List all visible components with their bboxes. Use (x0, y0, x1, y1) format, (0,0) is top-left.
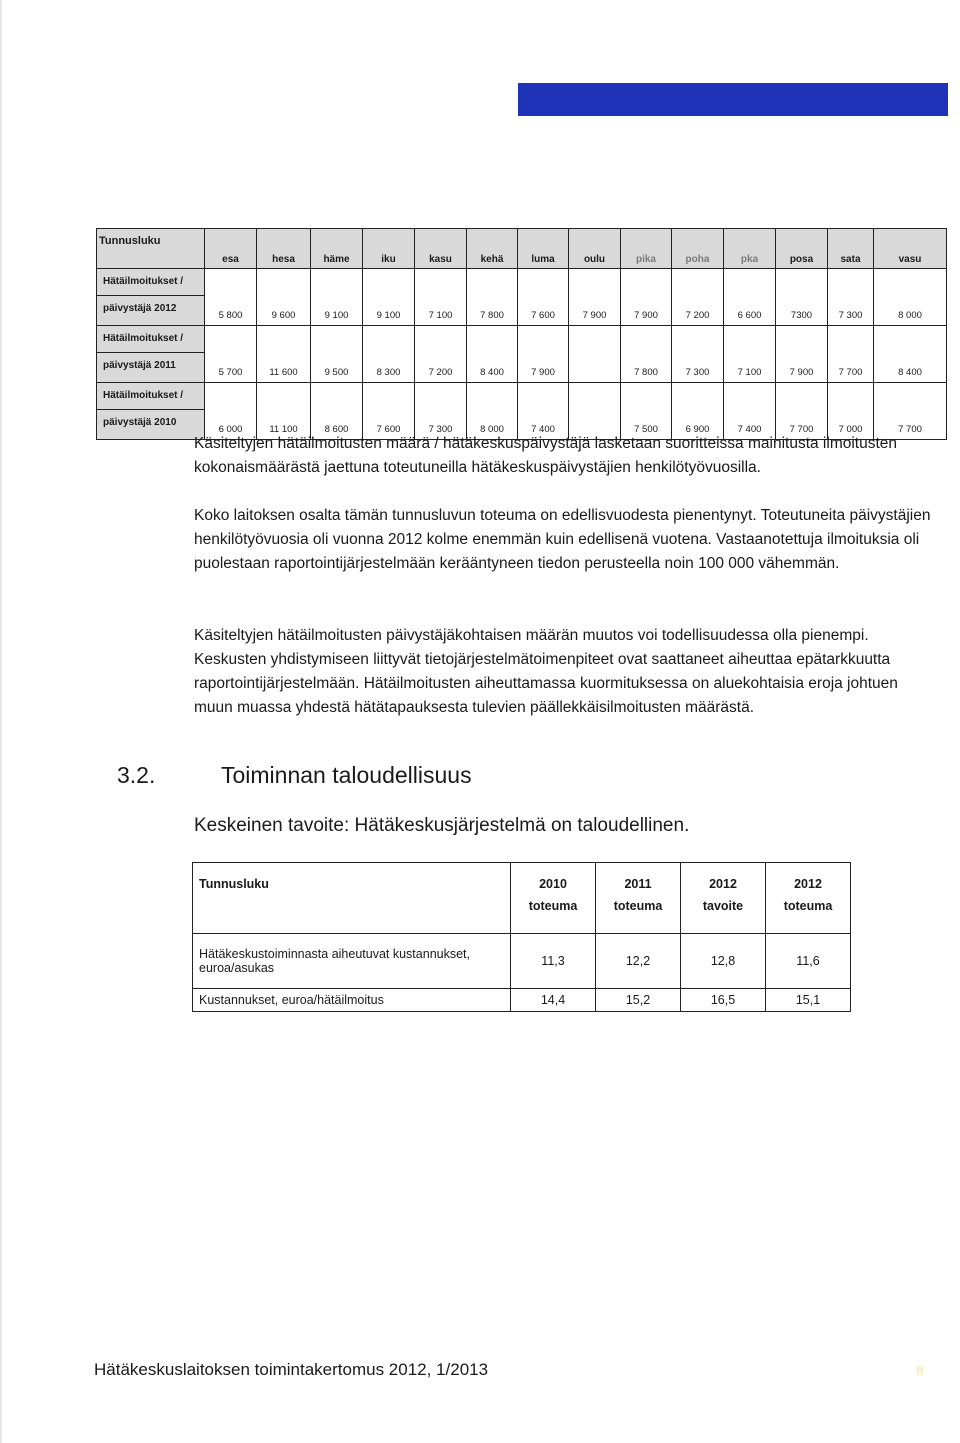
table2-header-indicator: Tunnusluku (193, 863, 511, 934)
cost-efficiency-table (192, 862, 851, 1012)
table1-cell: 7 900 (621, 269, 672, 326)
table1-row-label (97, 326, 205, 383)
table2-header-row (193, 863, 851, 934)
table2-cell: 16,5 (681, 989, 766, 1012)
row-label-line2: päivystäjä 2011 (103, 360, 176, 371)
page-edge-line (0, 0, 2, 1443)
table2-row-label: Hätäkeskustoiminnasta aiheutuvat kustannukset, euroa/asukas (193, 934, 511, 989)
table1-row-label (97, 269, 205, 326)
table1-col-keha: kehä (467, 229, 518, 269)
table1-cell: 7 900 (776, 326, 828, 383)
table1-col-hesa: hesa (257, 229, 311, 269)
key-goal-heading: Keskeinen tavoite: Hätäkeskusjärjestelmä on taloudellinen. (194, 815, 690, 836)
table1-cell: 7 000 (828, 383, 874, 440)
table1-cell: 5 800 (205, 269, 257, 326)
table1-cell: 7 500 (621, 383, 672, 440)
table1-cell (569, 383, 621, 440)
table1-cell: 7 700 (828, 326, 874, 383)
table1-cell: 9 100 (311, 269, 363, 326)
table1-row-2010 (97, 383, 947, 440)
paragraph-trend: Koko laitoksen osalta tämän tunnusluvun toteuma on edellisvuodesta pienentynyt. Toteutuneita päivystäjien henkilötyövuosia oli vuonna 2012 kolme enemmän kuin edellisenä vuotena. Vastaanotettuja ilmoituksia oli puolestaan raportointijärjestelmään kerääntyneen tiedon perusteella noin 100 000 vähemmän. (194, 507, 931, 572)
table2-row-cost-per-resident (193, 934, 851, 989)
table2-cell: 11,6 (766, 934, 851, 989)
table1-cell (569, 326, 621, 383)
table1-cell: 11 100 (257, 383, 311, 440)
row-label-line2: päivystäjä 2010 (103, 417, 177, 428)
table1-cell: 7 600 (518, 269, 569, 326)
page-number: 8 (916, 1362, 924, 1378)
table1-cell: 8 300 (363, 326, 415, 383)
table1-cell: 7 900 (569, 269, 621, 326)
cost-efficiency-table-container (192, 862, 850, 1012)
header-color-bar (518, 83, 948, 116)
table1-cell: 7 700 (874, 383, 947, 440)
table1-cell: 7 800 (621, 326, 672, 383)
table1-cell: 7 400 (724, 383, 776, 440)
table2-cell: 14,4 (511, 989, 596, 1012)
col-sub: toteuma (528, 899, 578, 913)
table1-cell: 9 100 (363, 269, 415, 326)
table1-col-poha: poha (672, 229, 724, 269)
table1-row-label (97, 383, 205, 440)
table1-cell: 8 000 (467, 383, 518, 440)
paragraph-calculation-method: Käsiteltyjen hätäilmoitusten määrä / hätäkeskuspäivystäjä lasketaan suoritteissa mainitusta ilmoitusten kokonaismäärästä jaettuna toteutuneilla hätäkeskuspäivystäjien henkilötyövuosilla. (194, 435, 898, 476)
table2-cell: 15,1 (766, 989, 851, 1012)
table1-cell: 7 600 (363, 383, 415, 440)
table1-col-kasu: kasu (415, 229, 467, 269)
col-sub: tavoite (702, 899, 744, 913)
table1-cell: 11 600 (257, 326, 311, 383)
row-label-line2: päivystäjä 2012 (103, 303, 177, 314)
table1-cell: 7 300 (415, 383, 467, 440)
table1-cell: 9 600 (257, 269, 311, 326)
table1-col-pika: pika (621, 229, 672, 269)
col-year: 2011 (624, 877, 652, 891)
table2-cell: 15,2 (596, 989, 681, 1012)
table1-cell: 9 500 (311, 326, 363, 383)
table1-cell: 7 200 (415, 326, 467, 383)
table2-row-cost-per-call (193, 989, 851, 1012)
table1-col-iku: iku (363, 229, 415, 269)
table1-col-oulu: oulu (569, 229, 621, 269)
table2-col-2012-actual (766, 863, 851, 934)
table1-header-row (97, 229, 947, 269)
table1-cell: 7 100 (724, 326, 776, 383)
table1-col-esa: esa (205, 229, 257, 269)
emergency-calls-per-operator-table (96, 228, 947, 440)
table1-cell: 5 700 (205, 326, 257, 383)
table1-cell: 8 600 (311, 383, 363, 440)
table1-cell: 6 600 (724, 269, 776, 326)
table1-cell: 7 700 (776, 383, 828, 440)
paragraph-caveat: Käsiteltyjen hätäilmoitusten päivystäjäkohtaisen määrän muutos voi todellisuudessa olla pienempi. Keskusten yhdistymiseen liittyvät tietojärjestelmätoimenpiteet ovat saattaneet aiheuttaa epätarkkuutta raportointijärjestelmään. Hätäilmoitusten aiheuttamassa kuormituksessa on aluekohtaisia eroja johtuen muun muassa yhdestä hätätapauksesta tulevien päällekkäisilmoitusten määrästä. (194, 627, 898, 716)
table1-cell: 7 100 (415, 269, 467, 326)
section-number: 3.2. (117, 762, 156, 788)
table1-cell: 6 000 (205, 383, 257, 440)
col-sub: toteuma (613, 899, 663, 913)
table1-cell: 7300 (776, 269, 828, 326)
footer-document-title: Hätäkeskuslaitoksen toimintakertomus 2012, 1/2013 (94, 1360, 489, 1379)
table1-cell: 7 900 (518, 326, 569, 383)
row-label-line1: Hätäilmoitukset / (97, 326, 204, 353)
table1-col-pka: pka (724, 229, 776, 269)
table1-cell: 7 300 (828, 269, 874, 326)
table2-col-2010-actual (511, 863, 596, 934)
table1-cell: 7 300 (672, 326, 724, 383)
row-label-line1: Hätäilmoitukset / (97, 269, 204, 296)
emergency-calls-per-operator-table-container (96, 228, 922, 440)
table1-col-hame: häme (311, 229, 363, 269)
table1-cell: 7 400 (518, 383, 569, 440)
table1-cell: 8 000 (874, 269, 947, 326)
table1-col-sata: sata (828, 229, 874, 269)
table1-col-posa: posa (776, 229, 828, 269)
row-label-line1: Hätäilmoitukset / (97, 383, 204, 410)
section-title: Toiminnan taloudellisuus (221, 762, 472, 788)
col-year: 2012 (794, 877, 822, 891)
table2-col-2012-target (681, 863, 766, 934)
table1-cell: 8 400 (467, 326, 518, 383)
table1-cell: 8 400 (874, 326, 947, 383)
table1-col-luma: luma (518, 229, 569, 269)
table1-row-2012 (97, 269, 947, 326)
table1-cell: 7 800 (467, 269, 518, 326)
col-year: 2010 (539, 877, 567, 891)
col-sub: toteuma (783, 899, 833, 913)
table2-cell: 11,3 (511, 934, 596, 989)
table1-row-2011 (97, 326, 947, 383)
table1-cell: 7 200 (672, 269, 724, 326)
table2-cell: 12,2 (596, 934, 681, 989)
table1-cell: 6 900 (672, 383, 724, 440)
table1-header-indicator: Tunnusluku (97, 229, 205, 269)
table2-cell: 12,8 (681, 934, 766, 989)
table1-col-vasu: vasu (874, 229, 947, 269)
table2-col-2011-actual (596, 863, 681, 934)
table2-row-label: Kustannukset, euroa/hätäilmoitus (193, 989, 511, 1012)
col-year: 2012 (709, 877, 737, 891)
